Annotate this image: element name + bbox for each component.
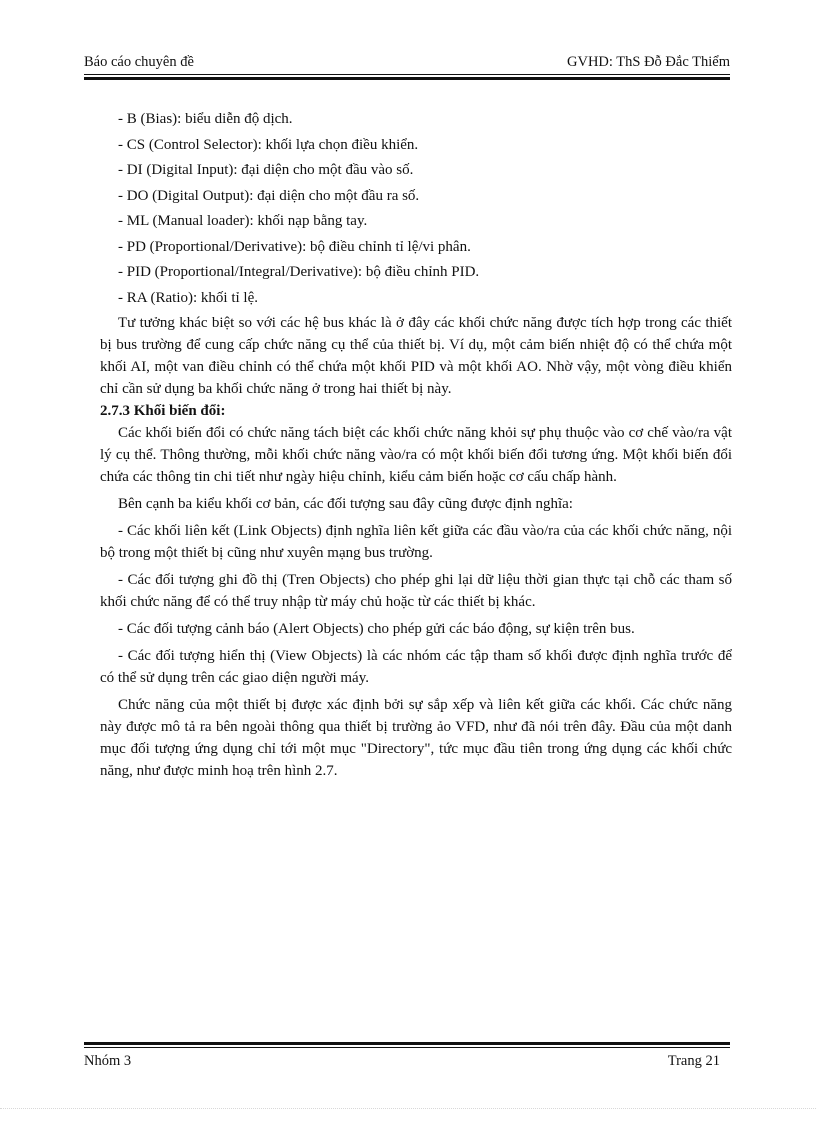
bullet-control-selector: - CS (Control Selector): khối lựa chọn điều khiển. (118, 136, 419, 153)
bullet-ratio: - RA (Ratio): khối tỉ lệ. (118, 289, 258, 306)
header-supervisor: GVHD: ThS Đỗ Đắc Thiểm (567, 54, 730, 70)
bullet-manual-loader: - ML (Manual loader): khối nạp bằng tay. (118, 213, 368, 229)
footer-group-name: Nhóm 3 (84, 1053, 132, 1069)
paragraph-link-objects: - Các khối liên kết (Link Objects) định nghĩa liên kết giữa các đầu vào/ra của các khối chức năng, nội bộ trong một thiết bị cũng như xuyên mạng bus trường. (100, 523, 732, 561)
footer-rule-thick (84, 1042, 730, 1045)
page-body (100, 108, 732, 782)
header-report-title: Báo cáo chuyên đề (84, 54, 194, 70)
bullet-digital-output: - DO (Digital Output): đại diện cho một đầu ra số. (118, 187, 420, 204)
page-edge-divider (0, 1108, 816, 1109)
paragraph-trend-objects: - Các đối tượng ghi đồ thị (Tren Objects) cho phép ghi lại dữ liệu thời gian thực tại chỗ các tham số khối chức năng để có thể truy nhập từ máy chủ hoặc từ các thiết bị khác. (100, 572, 732, 610)
bullet-digital-input: - DI (Digital Input): đại diện cho một đầu vào số. (118, 162, 414, 178)
bullet-pid: - PID (Proportional/Integral/Derivative): bộ điều chỉnh PID. (118, 264, 480, 280)
footer-rule-thin (84, 1047, 730, 1048)
header-rule-thin (84, 74, 730, 75)
header-rule-thick (84, 77, 730, 80)
paragraph-transducer-blocks: Các khối biến đổi có chức năng tách biệt các khối chức năng khỏi sự phụ thuộc vào cơ chế vào/ra vật lý cụ thể. Thông thường, mỗi khối chức năng vào/ra có một khối biến đổi tương ứng. Một khối biến đổi chứa các thông tin chi tiết như ngày hiệu chỉnh, kiểu cảm biến hoặc cơ cấu chấp hành. (100, 425, 732, 485)
paragraph-function-blocks-concept: Tư tưởng khác biệt so với các hệ bus khác là ở đây các khối chức năng được tích hợp trong các thiết bị bus trường để cung cấp chức năng cụ thể của thiết bị. Ví dụ, một cảm biến nhiệt độ có thể chứa một khối AI, một van điều chỉnh có thể chứa một khối PID và một khối AO. Nhờ vậy, một vòng điều khiển chỉ cần sử dụng ba khối chức năng ở trong hai thiết bị này. (100, 315, 732, 397)
bullet-bias: - B (Bias): biểu diễn độ dịch. (118, 111, 293, 127)
paragraph-alert-objects: - Các đối tượng cảnh báo (Alert Objects) cho phép gửi các báo động, sự kiện trên bus. (118, 621, 635, 637)
bullet-pd: - PD (Proportional/Derivative): bộ điều chỉnh tỉ lệ/vi phân. (118, 238, 471, 255)
paragraph-device-function: Chức năng của một thiết bị được xác định bởi sự sắp xếp và liên kết giữa các khối. Các chức năng này được mô tả ra bên ngoài thông qua thiết bị trường ảo VFD, như đã nói trên đây. Đầu của một danh mục đối tượng ứng dụng chỉ tới một mục "Directory", tức mục đầu tiên trong ứng dụng các khối chức năng, như được minh hoạ trên hình 2.7. (100, 697, 732, 779)
paragraph-other-objects-intro: Bên cạnh ba kiểu khối cơ bản, các đối tượng sau đây cũng được định nghĩa: (118, 496, 573, 512)
page-footer (84, 1053, 730, 1075)
paragraph-view-objects: - Các đối tượng hiển thị (View Objects) là các nhóm các tập tham số khối được định nghĩa trước để có thể sử dụng trên các giao diện người máy. (100, 648, 732, 686)
footer-page-number: Trang 21 (667, 1053, 720, 1069)
page-header (84, 52, 730, 74)
section-heading-2-7-3: 2.7.3 Khối biến đổi: (100, 403, 226, 419)
